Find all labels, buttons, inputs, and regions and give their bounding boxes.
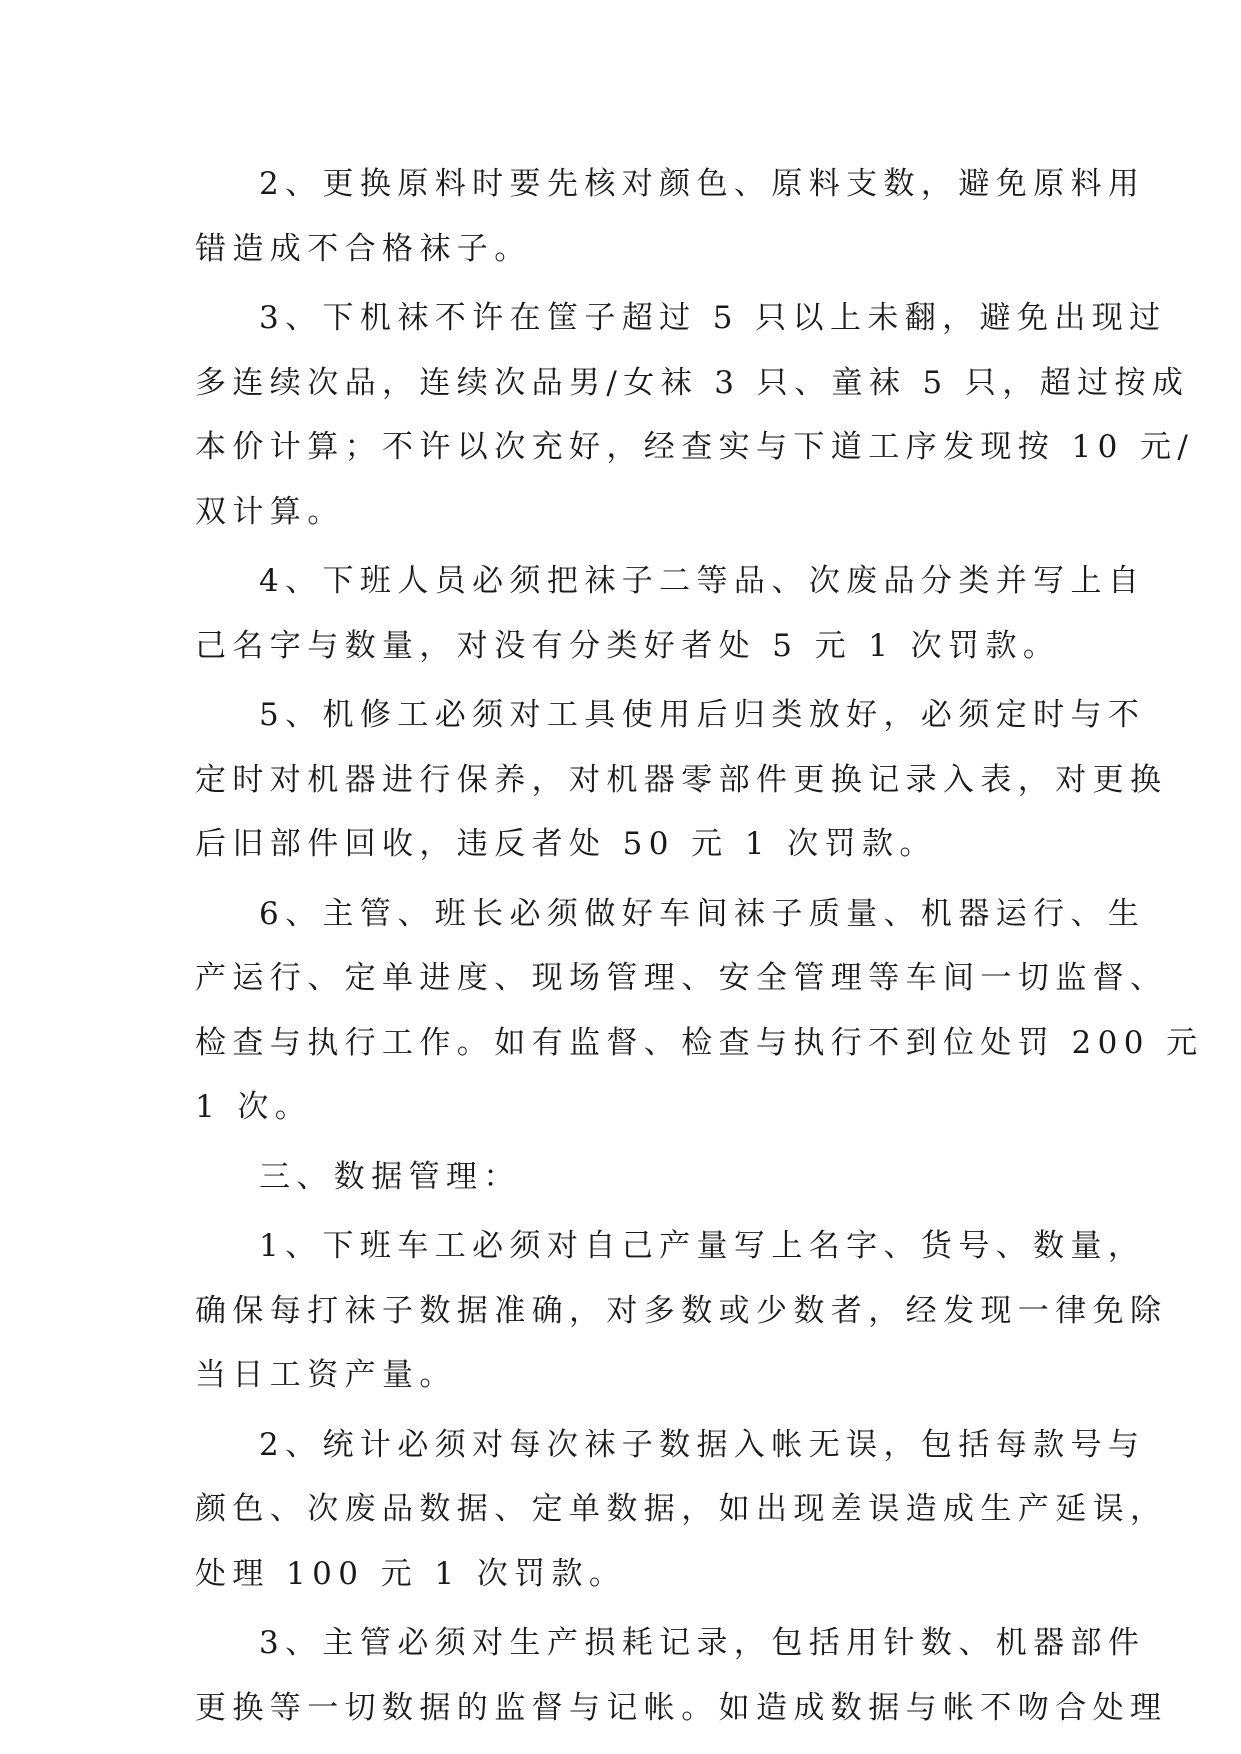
text-line: 2、统计必须对每次袜子数据入帐无误，包括每款号与: [259, 1426, 1146, 1463]
text-line: 6、主管、班长必须做好车间袜子质量、机器运行、生: [259, 895, 1146, 932]
section-heading-data-management: [195, 1145, 1055, 1210]
document-body: [195, 152, 1204, 1745]
paragraph-item-2: [195, 152, 1146, 281]
text-line: 1 次。: [195, 1089, 313, 1125]
paragraph-item-5: [195, 683, 1168, 877]
text-line: 确保每打袜子数据准确，对多数或少数者，经发现一律免除: [195, 1292, 1168, 1329]
text-line: 己名字与数量，对没有分类好者处 5 元 1 次罚款。: [195, 627, 1061, 664]
text-line: 当日工资产量。: [195, 1357, 457, 1393]
text-line: 1、下班车工必须对自己产量写上名字、货号、数量，: [259, 1228, 1146, 1264]
text-line: 处理 100 元 1 次罚款。: [195, 1555, 627, 1592]
text-line: 后旧部件回收，违反者处 50 元 1 次罚款。: [195, 826, 937, 862]
paragraph-data-2: [195, 1413, 1168, 1607]
text-line: 本价计算；不许以次充好，经查实与下道工序发现按 10 元/: [195, 429, 1195, 465]
paragraph-item-6: [195, 882, 1204, 1140]
text-line: 错造成不合格袜子。: [195, 230, 532, 267]
paragraph-data-3: [195, 1611, 1168, 1740]
paragraph-item-4: [195, 549, 1146, 678]
text-line: 检查与执行工作。如有监督、检查与执行不到位处罚 200 元: [195, 1024, 1204, 1061]
paragraph-item-3: [195, 286, 1195, 544]
text-line: 产运行、定单进度、现场管理、安全管理等车间一切监督、: [195, 960, 1168, 996]
text-line: 4、下班人员必须把袜子二等品、次废品分类并写上自: [259, 563, 1146, 599]
text-line: 颜色、次废品数据、定单数据，如出现差误造成生产延误，: [195, 1491, 1168, 1527]
text-line: 双计算。: [195, 493, 345, 530]
text-line: 5、机修工必须对工具使用后归类放好，必须定时与不: [259, 697, 1146, 733]
paragraph-data-1: [195, 1214, 1168, 1408]
text-line: 3、主管必须对生产损耗记录，包括用针数、机器部件: [259, 1625, 1146, 1661]
section-heading: 三、数据管理：: [259, 1158, 521, 1195]
text-line: 2、更换原料时要先核对颜色、原料支数，避免原料用: [259, 166, 1146, 202]
text-line: 多连续次品，连续次品男/女袜 3 只、童袜 5 只，超过按成: [195, 364, 1190, 401]
text-line: 3、下机袜不许在筐子超过 5 只以上未翻，避免出现过: [259, 300, 1167, 336]
text-line: 更换等一切数据的监督与记帐。如造成数据与帐不吻合处理: [195, 1689, 1168, 1726]
text-line: 定时对机器进行保养，对机器零部件更换记录入表，对更换: [195, 761, 1168, 798]
